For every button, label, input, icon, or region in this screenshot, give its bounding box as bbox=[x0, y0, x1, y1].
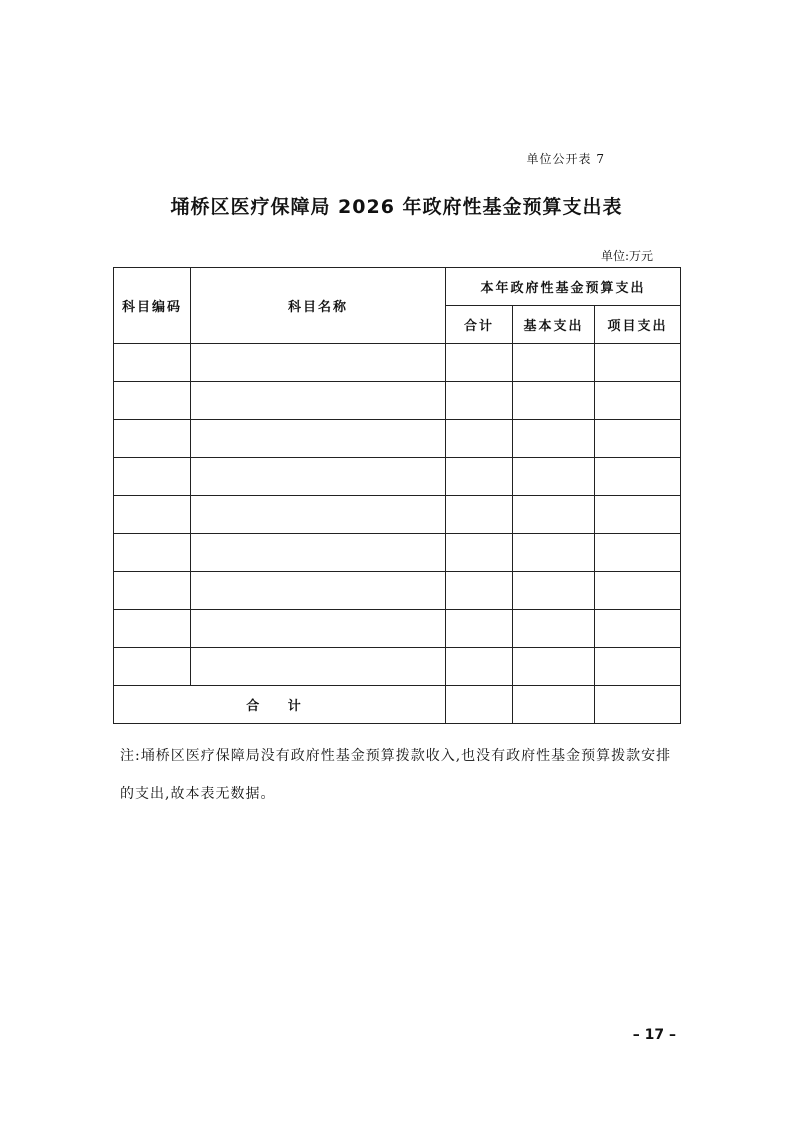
cell-name bbox=[191, 534, 446, 572]
unit-label: 单位:万元 bbox=[600, 249, 653, 263]
cell-code bbox=[114, 610, 191, 648]
table-row bbox=[114, 344, 681, 382]
cell-project bbox=[595, 420, 681, 458]
cell-project bbox=[595, 572, 681, 610]
page-number: – 17 – bbox=[632, 1027, 676, 1043]
cell-project bbox=[595, 648, 681, 686]
total-cell-total bbox=[446, 686, 513, 724]
total-label: 合 计 bbox=[114, 686, 446, 724]
cell-code bbox=[114, 420, 191, 458]
cell-project bbox=[595, 496, 681, 534]
header-group: 本年政府性基金预算支出 bbox=[446, 268, 681, 306]
table-row bbox=[114, 648, 681, 686]
cell-name bbox=[191, 496, 446, 534]
cell-total bbox=[446, 382, 513, 420]
cell-code bbox=[114, 382, 191, 420]
cell-name bbox=[191, 572, 446, 610]
cell-basic bbox=[513, 496, 595, 534]
cell-code bbox=[114, 534, 191, 572]
header-code: 科目编码 bbox=[114, 268, 191, 344]
cell-total bbox=[446, 572, 513, 610]
cell-project bbox=[595, 382, 681, 420]
cell-basic bbox=[513, 610, 595, 648]
table-row bbox=[114, 382, 681, 420]
cell-total bbox=[446, 534, 513, 572]
cell-basic bbox=[513, 648, 595, 686]
cell-name bbox=[191, 382, 446, 420]
cell-code bbox=[114, 496, 191, 534]
cell-name bbox=[191, 420, 446, 458]
table-label: 单位公开表 7 bbox=[526, 152, 605, 166]
cell-basic bbox=[513, 344, 595, 382]
table-row bbox=[114, 496, 681, 534]
note: 注:埇桥区医疗保障局没有政府性基金预算拨款收入,也没有政府性基金预算拨款安排的支出,故本表无数据。 bbox=[120, 748, 672, 802]
cell-code bbox=[114, 572, 191, 610]
total-cell-basic bbox=[513, 686, 595, 724]
total-cell-project bbox=[595, 686, 681, 724]
header-project: 项目支出 bbox=[595, 306, 681, 344]
cell-project bbox=[595, 534, 681, 572]
table-row bbox=[114, 572, 681, 610]
cell-code bbox=[114, 458, 191, 496]
header-basic: 基本支出 bbox=[513, 306, 595, 344]
cell-basic bbox=[513, 458, 595, 496]
cell-name bbox=[191, 344, 446, 382]
header-total: 合计 bbox=[446, 306, 513, 344]
cell-total bbox=[446, 458, 513, 496]
cell-code bbox=[114, 344, 191, 382]
header-name: 科目名称 bbox=[191, 268, 446, 344]
cell-project bbox=[595, 458, 681, 496]
table-row bbox=[114, 458, 681, 496]
table-row bbox=[114, 420, 681, 458]
cell-total bbox=[446, 420, 513, 458]
table-row bbox=[114, 610, 681, 648]
budget-table bbox=[113, 267, 681, 724]
cell-project bbox=[595, 344, 681, 382]
cell-name bbox=[191, 458, 446, 496]
cell-total bbox=[446, 496, 513, 534]
cell-name bbox=[191, 648, 446, 686]
cell-total bbox=[446, 610, 513, 648]
cell-basic bbox=[513, 534, 595, 572]
cell-name bbox=[191, 610, 446, 648]
cell-basic bbox=[513, 572, 595, 610]
cell-total bbox=[446, 648, 513, 686]
page-title: 埇桥区医疗保障局 2026 年政府性基金预算支出表 bbox=[170, 196, 623, 218]
cell-code bbox=[114, 648, 191, 686]
table-row bbox=[114, 534, 681, 572]
cell-basic bbox=[513, 420, 595, 458]
cell-basic bbox=[513, 382, 595, 420]
cell-total bbox=[446, 344, 513, 382]
cell-project bbox=[595, 610, 681, 648]
